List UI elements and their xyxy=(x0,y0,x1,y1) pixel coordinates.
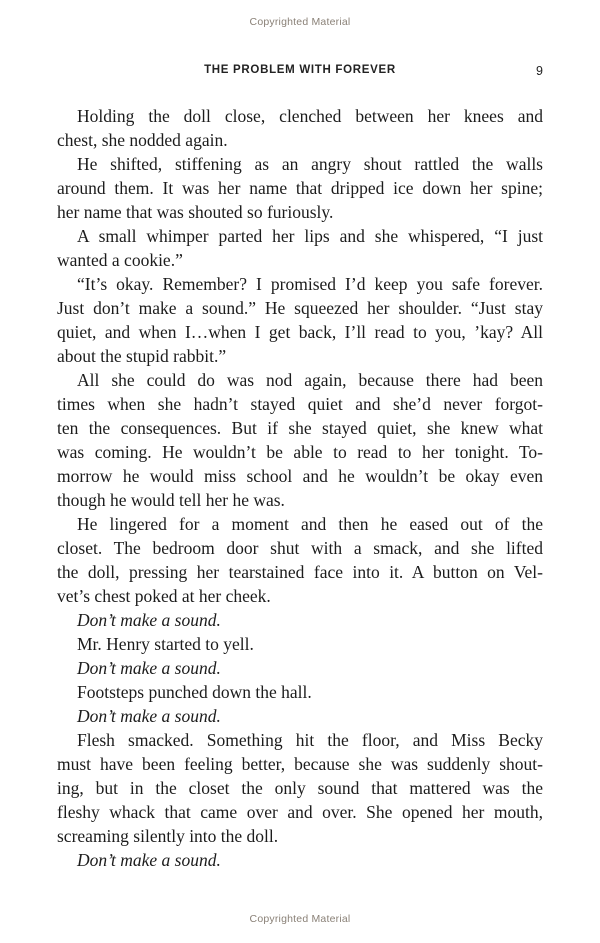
page-number: 9 xyxy=(536,64,543,78)
text-line: about the stupid rabbit.” xyxy=(57,346,227,366)
text-line: Holding the doll close, clenched between her knees and xyxy=(77,106,543,126)
text-line: Mr. Henry started to yell. xyxy=(77,634,254,654)
text-line: was coming. He wouldn’t be able to read to her tonight. To- xyxy=(57,442,543,462)
text-line: morrow he would miss school and he wouldn’t be okay even xyxy=(57,466,543,486)
text-line: Flesh smacked. Something hit the floor, and Miss Becky xyxy=(77,730,543,750)
running-head-title: THE PROBLEM WITH FOREVER xyxy=(204,64,396,76)
copyright-notice-bottom: Copyrighted Material xyxy=(249,913,351,925)
text-line: All she could do was nod again, because there had been xyxy=(77,370,543,390)
running-header xyxy=(0,64,600,80)
text-line: around them. It was her name that dripped ice down her spine; xyxy=(57,178,543,198)
text-line: A small whimper parted her lips and she whispered, “I just xyxy=(77,226,543,246)
text-line: must have been feeling better, because she was suddenly shout- xyxy=(57,754,543,774)
page-body-text xyxy=(57,104,543,872)
text-line: closet. The bedroom door shut with a smack, and she lifted xyxy=(57,538,543,558)
text-line: He lingered for a moment and then he eased out of the xyxy=(77,514,543,534)
paragraph xyxy=(57,152,543,224)
text-line: Don’t make a sound. xyxy=(77,850,221,870)
text-line: Just don’t make a sound.” He squeezed her shoulder. “Just stay xyxy=(57,298,543,318)
text-line: screaming silently into the doll. xyxy=(57,826,279,846)
text-line: wanted a cookie.” xyxy=(57,250,183,270)
paragraph xyxy=(57,224,543,272)
text-line: chest, she nodded again. xyxy=(57,130,228,150)
text-line: quiet, and when I…when I get back, I’ll read to you, ’kay? All xyxy=(57,322,543,342)
text-line: her name that was shouted so furiously. xyxy=(57,202,334,222)
paragraph xyxy=(57,368,543,512)
text-line: though he would tell her he was. xyxy=(57,490,285,510)
text-line: Don’t make a sound. xyxy=(77,658,221,678)
text-line: Don’t make a sound. xyxy=(77,610,221,630)
paragraph xyxy=(57,272,543,368)
paragraph xyxy=(57,728,543,848)
text-line: He shifted, stiffening as an angry shout rattled the walls xyxy=(77,154,543,174)
paragraph xyxy=(57,704,543,728)
paragraph xyxy=(57,512,543,608)
text-line: the doll, pressing her tearstained face into it. A button on Vel- xyxy=(57,562,543,582)
text-line: Don’t make a sound. xyxy=(77,706,221,726)
text-line: fleshy whack that came over and over. She opened her mouth, xyxy=(57,802,543,822)
text-line: vet’s chest poked at her cheek. xyxy=(57,586,271,606)
paragraph xyxy=(57,848,543,872)
paragraph xyxy=(57,680,543,704)
paragraph xyxy=(57,632,543,656)
text-line: ten the consequences. But if she stayed quiet, she knew what xyxy=(57,418,543,438)
text-line: times when she hadn’t stayed quiet and she’d never forgot- xyxy=(57,394,543,414)
text-line: “It’s okay. Remember? I promised I’d keep you safe forever. xyxy=(77,274,543,294)
text-line: Footsteps punched down the hall. xyxy=(77,682,312,702)
paragraph xyxy=(57,656,543,680)
copyright-notice-top: Copyrighted Material xyxy=(249,16,351,28)
text-line: ing, but in the closet the only sound that mattered was the xyxy=(57,778,543,798)
paragraph xyxy=(57,104,543,152)
paragraph xyxy=(57,608,543,632)
